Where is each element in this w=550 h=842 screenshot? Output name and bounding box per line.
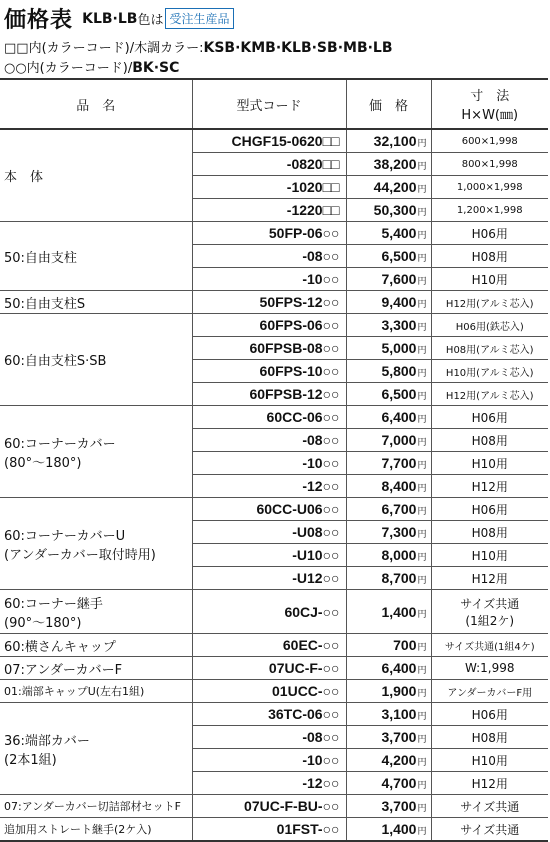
column-header-size	[431, 79, 548, 129]
yen-unit: 円	[417, 529, 427, 539]
model-code: -10○○	[192, 268, 346, 291]
price-cell	[346, 475, 431, 498]
price-cell	[346, 772, 431, 795]
yen-unit: 円	[417, 345, 427, 355]
size-cell	[431, 475, 548, 498]
size-cell	[431, 726, 548, 749]
model-code: -U10○○	[192, 544, 346, 567]
size-value: サイズ共通	[460, 822, 520, 837]
size-value: W:1,998	[464, 661, 515, 675]
price-value: 3,700	[381, 729, 417, 745]
yen-unit: 円	[417, 665, 427, 675]
model-code: 60FPS-10○○	[192, 360, 346, 383]
size-value: H12用	[471, 776, 508, 791]
price-value: 8,000	[381, 547, 417, 563]
size-value: 600×1,998	[461, 135, 518, 147]
product-name-line1: 60:コーナーカバーU	[4, 528, 126, 544]
model-code: 60EC-○○	[192, 634, 346, 657]
price-cell	[346, 268, 431, 291]
made-to-order-badge: 受注生産品	[165, 8, 233, 29]
table-row	[0, 634, 548, 657]
product-name-line1: 60:自由支柱S·SB	[4, 354, 107, 369]
yen-unit: 円	[417, 299, 427, 309]
size-value: H12用(アルミ芯入)	[445, 390, 534, 402]
table-row	[0, 680, 548, 703]
product-name	[0, 291, 192, 314]
price-cell	[346, 590, 431, 634]
size-value: H06用	[471, 707, 508, 722]
size-value: アンダーカバーF用	[447, 687, 533, 699]
price-cell	[346, 452, 431, 475]
size-value: H08用	[471, 433, 508, 448]
size-value: H12用(アルミ芯入)	[445, 298, 534, 310]
price-cell	[346, 429, 431, 452]
product-name-line1: 追加用ストレート継手(2ケ入)	[4, 823, 152, 836]
yen-unit: 円	[417, 780, 427, 790]
product-name	[0, 680, 192, 703]
column-header-name: 品 名	[0, 79, 192, 129]
size-value: H08用	[471, 525, 508, 540]
yen-unit: 円	[417, 276, 427, 286]
price-value: 700	[393, 637, 417, 653]
price-value: 9,400	[381, 294, 417, 310]
size-cell	[431, 521, 548, 544]
price-value: 6,500	[381, 386, 417, 402]
column-header-size-line1: 寸 法	[470, 89, 510, 104]
price-value: 50,300	[373, 202, 417, 218]
model-code: -12○○	[192, 475, 346, 498]
price-value: 4,200	[381, 752, 417, 768]
color-note-plain-colors: BK·SC	[132, 60, 180, 76]
size-cell	[431, 314, 548, 337]
size-cell	[431, 199, 548, 222]
price-value: 6,400	[381, 409, 417, 425]
table-row	[0, 703, 548, 726]
size-value: H06用(鉄芯入)	[455, 321, 524, 333]
price-value: 1,400	[381, 603, 417, 620]
price-cell	[346, 314, 431, 337]
product-name-line2: (2本1組)	[4, 752, 57, 768]
price-value: 6,400	[381, 660, 417, 676]
model-code: -10○○	[192, 452, 346, 475]
yen-unit: 円	[417, 230, 427, 240]
size-cell	[431, 176, 548, 199]
color-note-wood-colors: KSB·KMB·KLB·SB·MB·LB	[203, 40, 393, 56]
size-cell	[431, 406, 548, 429]
size-cell	[431, 245, 548, 268]
product-name-line1: 01:端部キャップU(左右1組)	[4, 685, 145, 698]
page-title: 価格表	[4, 8, 74, 33]
table-row	[0, 291, 548, 314]
size-value: H08用(アルミ芯入)	[445, 344, 534, 356]
size-value: H06用	[471, 502, 508, 517]
price-value: 1,900	[381, 683, 417, 699]
price-cell	[346, 383, 431, 406]
size-cell	[431, 383, 548, 406]
size-cell	[431, 634, 548, 657]
price-value: 44,200	[373, 179, 417, 195]
price-cell	[346, 749, 431, 772]
price-value: 7,700	[381, 455, 417, 471]
price-value: 5,000	[381, 340, 417, 356]
price-cell	[346, 726, 431, 749]
model-code: 50FPS-12○○	[192, 291, 346, 314]
size-value: H06用	[471, 410, 508, 425]
column-header-size-line2: H×W(㎜)	[461, 108, 519, 123]
model-code: -1020□□	[192, 176, 346, 199]
product-name-line1: 60:コーナー継手	[4, 596, 103, 612]
price-cell	[346, 657, 431, 680]
size-value: サイズ共通(1組4ケ)	[444, 641, 535, 653]
size-cell	[431, 429, 548, 452]
size-value: 1,200×1,998	[456, 204, 523, 216]
size-value: 800×1,998	[461, 158, 518, 170]
price-cell	[346, 703, 431, 726]
price-value: 1,400	[381, 821, 417, 837]
table-row	[0, 818, 548, 842]
model-code: 01UCC-○○	[192, 680, 346, 703]
size-value: H10用(アルミ芯入)	[445, 367, 534, 379]
yen-unit: 円	[417, 711, 427, 721]
yen-unit: 円	[417, 642, 427, 652]
price-value: 32,100	[373, 133, 417, 149]
model-code: -1220□□	[192, 199, 346, 222]
price-cell	[346, 291, 431, 314]
model-code: 36TC-06○○	[192, 703, 346, 726]
yen-unit: 円	[417, 608, 427, 619]
model-code: -0820□□	[192, 153, 346, 176]
product-name-line1: 60:コーナーカバー	[4, 436, 116, 452]
size-cell	[431, 291, 548, 314]
price-cell	[346, 176, 431, 199]
price-cell	[346, 498, 431, 521]
model-code: 60CC-06○○	[192, 406, 346, 429]
title-row	[4, 3, 234, 34]
product-name	[0, 634, 192, 657]
size-value: H06用	[471, 226, 508, 241]
product-name-line1: 50:自由支柱S	[4, 296, 86, 312]
table-row	[0, 406, 548, 429]
yen-unit: 円	[417, 437, 427, 447]
product-name	[0, 657, 192, 680]
model-code: 07UC-F-BU-○○	[192, 795, 346, 818]
model-code: 07UC-F-○○	[192, 657, 346, 680]
price-value: 3,100	[381, 706, 417, 722]
yen-unit: 円	[417, 414, 427, 424]
price-table-header	[0, 0, 550, 78]
size-cell	[431, 772, 548, 795]
price-value: 5,400	[381, 225, 417, 241]
yen-unit: 円	[417, 483, 427, 493]
price-cell	[346, 544, 431, 567]
price-value: 3,300	[381, 317, 417, 333]
table-header-row	[0, 79, 548, 129]
yen-unit: 円	[417, 460, 427, 470]
yen-unit: 円	[417, 207, 427, 217]
size-value: H10用	[471, 753, 508, 768]
color-note-wood-prefix: □□内(カラーコード)/木調カラー:	[4, 41, 204, 56]
size-cell	[431, 749, 548, 772]
product-name	[0, 498, 192, 590]
model-code: -U08○○	[192, 521, 346, 544]
size-value: H08用	[471, 249, 508, 264]
size-value: 1,000×1,998	[456, 181, 523, 193]
price-value: 8,700	[381, 570, 417, 586]
column-header-price: 価 格	[346, 79, 431, 129]
price-value: 7,000	[381, 432, 417, 448]
table-row	[0, 129, 548, 153]
size-value: H10用	[471, 456, 508, 471]
model-code: 60CJ-○○	[192, 590, 346, 634]
size-value: H10用	[471, 548, 508, 563]
size-value: サイズ共通	[460, 799, 520, 814]
table-row	[0, 314, 548, 337]
column-header-code: 型式コード	[192, 79, 346, 129]
size-cell	[431, 818, 548, 842]
color-note-plain-prefix: ○○内(カラーコード)/	[4, 61, 133, 76]
size-cell	[431, 657, 548, 680]
yen-unit: 円	[417, 734, 427, 744]
price-cell	[346, 245, 431, 268]
model-code: 60FPSB-12○○	[192, 383, 346, 406]
yen-unit: 円	[417, 184, 427, 194]
size-cell	[431, 680, 548, 703]
price-table	[0, 78, 548, 842]
yen-unit: 円	[417, 138, 427, 148]
table-row	[0, 498, 548, 521]
product-name-line2: (90°〜180°)	[4, 615, 82, 631]
yen-unit: 円	[417, 826, 427, 836]
product-name-line2: (アンダーカバー取付時用)	[4, 547, 156, 563]
product-name-line1: 60:横さんキャップ	[4, 639, 116, 655]
price-cell	[346, 521, 431, 544]
product-name	[0, 129, 192, 222]
yen-unit: 円	[417, 552, 427, 562]
model-code: 01FST-○○	[192, 818, 346, 842]
product-name	[0, 222, 192, 291]
size-cell	[431, 268, 548, 291]
price-cell	[346, 337, 431, 360]
product-name-line1: 本 体	[4, 170, 44, 185]
model-code: -12○○	[192, 772, 346, 795]
size-value-line2: (1組2ケ)	[465, 613, 515, 628]
yen-unit: 円	[417, 688, 427, 698]
product-name-line1: 07:アンダーカバーF	[4, 662, 123, 678]
price-value: 6,500	[381, 248, 417, 264]
price-cell	[346, 129, 431, 153]
size-cell	[431, 337, 548, 360]
size-cell	[431, 544, 548, 567]
yen-unit: 円	[417, 368, 427, 378]
product-name-line1: 36:端部カバー	[4, 733, 90, 749]
product-name-line2: (80°〜180°)	[4, 455, 82, 471]
size-value: H12用	[471, 571, 508, 586]
product-name	[0, 406, 192, 498]
model-code: 60FPSB-08○○	[192, 337, 346, 360]
size-value: H10用	[471, 272, 508, 287]
price-cell	[346, 199, 431, 222]
price-cell	[346, 406, 431, 429]
price-value: 5,800	[381, 363, 417, 379]
color-note-plain	[4, 57, 179, 76]
price-value: 7,300	[381, 524, 417, 540]
price-cell	[346, 818, 431, 842]
size-value: サイズ共通	[460, 596, 520, 611]
product-name	[0, 703, 192, 795]
price-cell	[346, 360, 431, 383]
yen-unit: 円	[417, 161, 427, 171]
yen-unit: 円	[417, 391, 427, 401]
price-cell	[346, 153, 431, 176]
model-code: 60FPS-06○○	[192, 314, 346, 337]
product-name	[0, 314, 192, 406]
model-code: 50FP-06○○	[192, 222, 346, 245]
size-cell	[431, 222, 548, 245]
price-value: 7,600	[381, 271, 417, 287]
size-cell	[431, 703, 548, 726]
table-row	[0, 222, 548, 245]
product-name-line1: 07:アンダーカバー切詰部材セットF	[4, 800, 181, 813]
product-name-line1: 50:自由支柱	[4, 250, 77, 266]
price-cell	[346, 634, 431, 657]
model-code: 60CC-U06○○	[192, 498, 346, 521]
size-cell	[431, 153, 548, 176]
color-note-wood	[4, 37, 393, 56]
yen-unit: 円	[417, 506, 427, 516]
size-cell	[431, 567, 548, 590]
model-code: -10○○	[192, 749, 346, 772]
color-models: KLB·LB	[82, 10, 138, 27]
price-cell	[346, 222, 431, 245]
price-value: 4,700	[381, 775, 417, 791]
price-cell	[346, 567, 431, 590]
size-cell	[431, 590, 548, 634]
size-value: H12用	[471, 479, 508, 494]
color-text: 色は	[137, 13, 164, 28]
yen-unit: 円	[417, 803, 427, 813]
table-row	[0, 657, 548, 680]
size-cell	[431, 129, 548, 153]
price-value: 6,700	[381, 501, 417, 517]
table-row	[0, 590, 548, 634]
size-cell	[431, 498, 548, 521]
yen-unit: 円	[417, 322, 427, 332]
yen-unit: 円	[417, 757, 427, 767]
price-value: 8,400	[381, 478, 417, 494]
size-cell	[431, 360, 548, 383]
price-cell	[346, 680, 431, 703]
yen-unit: 円	[417, 253, 427, 263]
price-value: 3,700	[381, 798, 417, 814]
product-name	[0, 818, 192, 842]
size-value: H08用	[471, 730, 508, 745]
model-code: CHGF15-0620□□	[192, 129, 346, 153]
model-code: -08○○	[192, 245, 346, 268]
price-value: 38,200	[373, 156, 417, 172]
model-code: -08○○	[192, 429, 346, 452]
yen-unit: 円	[417, 575, 427, 585]
product-name	[0, 590, 192, 634]
model-code: -08○○	[192, 726, 346, 749]
size-cell	[431, 452, 548, 475]
model-code: -U12○○	[192, 567, 346, 590]
